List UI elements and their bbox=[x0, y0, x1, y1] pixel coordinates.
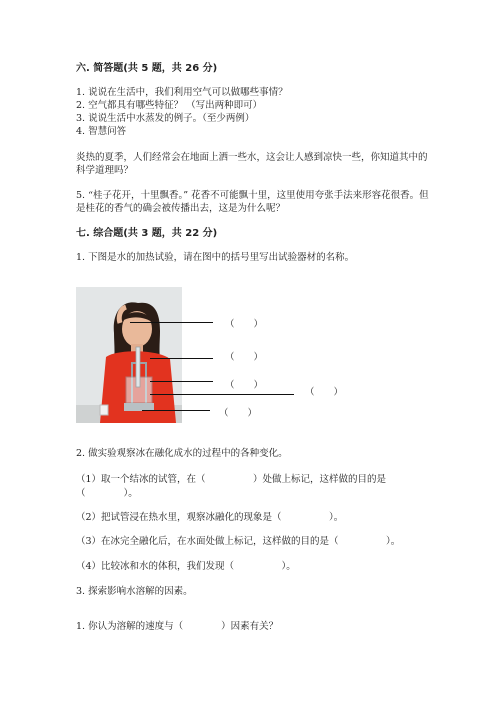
question-7-2-3: （3）在冰完全融化后，在水面处做上标记，这样做的目的是（ ）。 bbox=[76, 536, 401, 547]
question-6-4: 4. 智慧问答 bbox=[76, 126, 127, 137]
answer-blank-2[interactable]: （ ） bbox=[225, 352, 264, 363]
answer-blank-4[interactable]: （ ） bbox=[305, 387, 344, 398]
question-6-5: 5. “桂子花开，十里飘香。” 花香不可能飘十里，这里使用夸张手法来形容花很香。但是桂花的香气的确会被传播出去，这是为什么呢？ bbox=[76, 190, 429, 214]
question-7-3: 3. 探索影响水溶解的因素。 bbox=[76, 586, 193, 597]
question-7-2-4: （4）比较冰和水的体积，我们发现（ ）。 bbox=[76, 561, 296, 572]
question-7-2-1: （1）取一个结冰的试管，在（ ）处做上标记，这样做的目的是 bbox=[76, 474, 387, 485]
question-7-1: 1. 下图是水的加热试验，请在图中的括号里写出试验器材的名称。 bbox=[76, 252, 355, 263]
label-line-1 bbox=[130, 322, 213, 323]
question-6-1: 1. 说说在生活中，我们利用空气可以做哪些事情？ bbox=[76, 87, 288, 98]
answer-blank-5[interactable]: （ ） bbox=[219, 408, 258, 419]
label-line-5 bbox=[142, 410, 210, 411]
label-line-4 bbox=[150, 394, 294, 395]
question-7-3-1: 1. 你认为溶解的速度与（ ）因素有关？ bbox=[76, 621, 279, 632]
question-6-4-text: 炎热的夏季，人们经常会在地面上洒一些水，这会让人感到凉快一些，你知道其中的科学道理吗？ bbox=[76, 152, 428, 176]
label-line-2 bbox=[150, 358, 213, 359]
heating-experiment-photo bbox=[76, 287, 182, 423]
label-line-3 bbox=[150, 381, 213, 382]
section-7-title: 七. 综合题(共 3 题，共 22 分) bbox=[76, 228, 218, 239]
question-7-2-1-cont: （ ）。 bbox=[76, 488, 138, 499]
question-6-3: 3. 说说生活中水蒸发的例子。（至少两例） bbox=[76, 113, 255, 124]
question-6-2: 2. 空气都具有哪些特征？ （写出两种即可） bbox=[76, 100, 263, 111]
answer-blank-1[interactable]: （ ） bbox=[225, 319, 264, 330]
girl-with-lab-equipment-image bbox=[76, 287, 182, 423]
answer-blank-3[interactable]: （ ） bbox=[225, 380, 264, 391]
question-7-2: 2. 做实验观察冰在融化成水的过程中的各种变化。 bbox=[76, 448, 288, 459]
section-6-title: 六. 简答题(共 5 题，共 26 分) bbox=[76, 63, 218, 74]
question-7-2-2: （2）把试管浸在热水里，观察冰融化的现象是（ ）。 bbox=[76, 512, 344, 523]
